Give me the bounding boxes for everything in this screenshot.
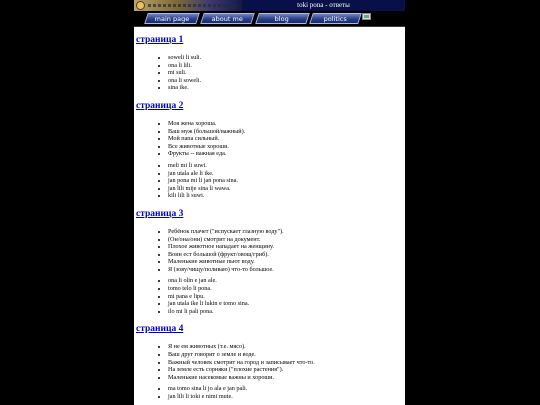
list-item: • Ребёнок плачет ("испускает глазную воду"). <box>168 228 405 236</box>
list-item: • ona li lili. <box>168 62 405 70</box>
main-content <box>134 27 405 401</box>
list-item: • На земле есть сорняки ("плохие растения"). <box>168 366 405 374</box>
list-item: • Ваш муж (большой/важный). <box>168 128 405 136</box>
page <box>134 0 405 405</box>
nav-politics-button[interactable] <box>309 13 362 24</box>
list-item: • Маленькие насекомые важны и хороши. <box>168 374 405 382</box>
list-item: • jan pona mi li jan pona sina. <box>168 177 405 185</box>
logo-emblem-icon <box>136 1 145 10</box>
list-item: • jan utala ale li ike. <box>168 170 405 178</box>
list-item: • mi suli. <box>168 69 405 77</box>
top-bar <box>134 0 405 11</box>
list-item: • tomo telo li pona. <box>168 285 405 293</box>
list-item: • ma tomo sina li jo ala e jan pali. <box>168 385 405 393</box>
list-item: • Ваш друг говорит о земле и воде. <box>168 351 405 359</box>
list-item: • Я (зову/чищу/поливаю) что-то большое. <box>168 266 405 274</box>
site-logo[interactable] <box>134 0 242 11</box>
site-title: toki pona - ответы <box>242 0 405 11</box>
bullet-list <box>136 120 405 158</box>
list-item: • Я не ем животных (т.е. мясо). <box>168 343 405 351</box>
list-item: • ona li olin e jan ale. <box>168 277 405 285</box>
nav-button-label: politics <box>323 15 347 23</box>
list-item: • soweli li suli. <box>168 54 405 62</box>
list-item: • meli mi li suwi. <box>168 162 405 170</box>
nav-about-me-button[interactable] <box>200 13 255 24</box>
list-item: • Мой папа сильный. <box>168 135 405 143</box>
list-item: • Маленькие животные пьют воду. <box>168 258 405 266</box>
list-item: • jan lili li toki e nimi mute. <box>168 393 405 401</box>
bullet-list <box>136 228 405 274</box>
list-item: • Воин ест большой (фрукт/овощ/гриб). <box>168 251 405 259</box>
list-item: • sina ike. <box>168 84 405 92</box>
section-heading-link[interactable]: страница 3 <box>136 208 184 219</box>
nav-button-label: about me <box>211 15 243 23</box>
nav-main-page-button[interactable] <box>144 13 200 24</box>
list-item: • Все животные хороши. <box>168 143 405 151</box>
list-item: • Фрукты -- важная еда. <box>168 150 405 158</box>
broken-image-icon <box>362 13 371 20</box>
bullet-list <box>136 277 405 315</box>
bullet-list <box>136 54 405 92</box>
nav-button-label: main page <box>154 15 189 23</box>
nav-button-label: blog <box>275 15 290 23</box>
section-heading-link[interactable]: страница 2 <box>136 100 184 111</box>
list-item: • ilo mi li pali pona. <box>168 308 405 316</box>
bullet-list <box>136 162 405 200</box>
bullet-list <box>136 343 405 381</box>
list-item: • Плохое животное нападает на женщину. <box>168 243 405 251</box>
list-item: • Важный человек смотрит на город и записывает что-то. <box>168 359 405 367</box>
list-item: • mi pana e lipu. <box>168 293 405 301</box>
list-item: • kili lili li suwi. <box>168 192 405 200</box>
list-item: • (Он/она/они) смотрит на документ. <box>168 236 405 244</box>
list-item: • Моя жена хороша. <box>168 120 405 128</box>
nav-blog-button[interactable] <box>255 13 310 24</box>
list-item: • jan lili mije sina li wawa. <box>168 185 405 193</box>
logo-text-graphic <box>148 4 238 7</box>
list-item: • jan utala ike li lukin e tomo sina. <box>168 300 405 308</box>
section-heading-link[interactable]: страница 1 <box>136 35 184 45</box>
bullet-list <box>136 385 405 400</box>
section-heading-link[interactable]: страница 4 <box>136 324 184 335</box>
list-item: • ona li soweli. <box>168 77 405 85</box>
